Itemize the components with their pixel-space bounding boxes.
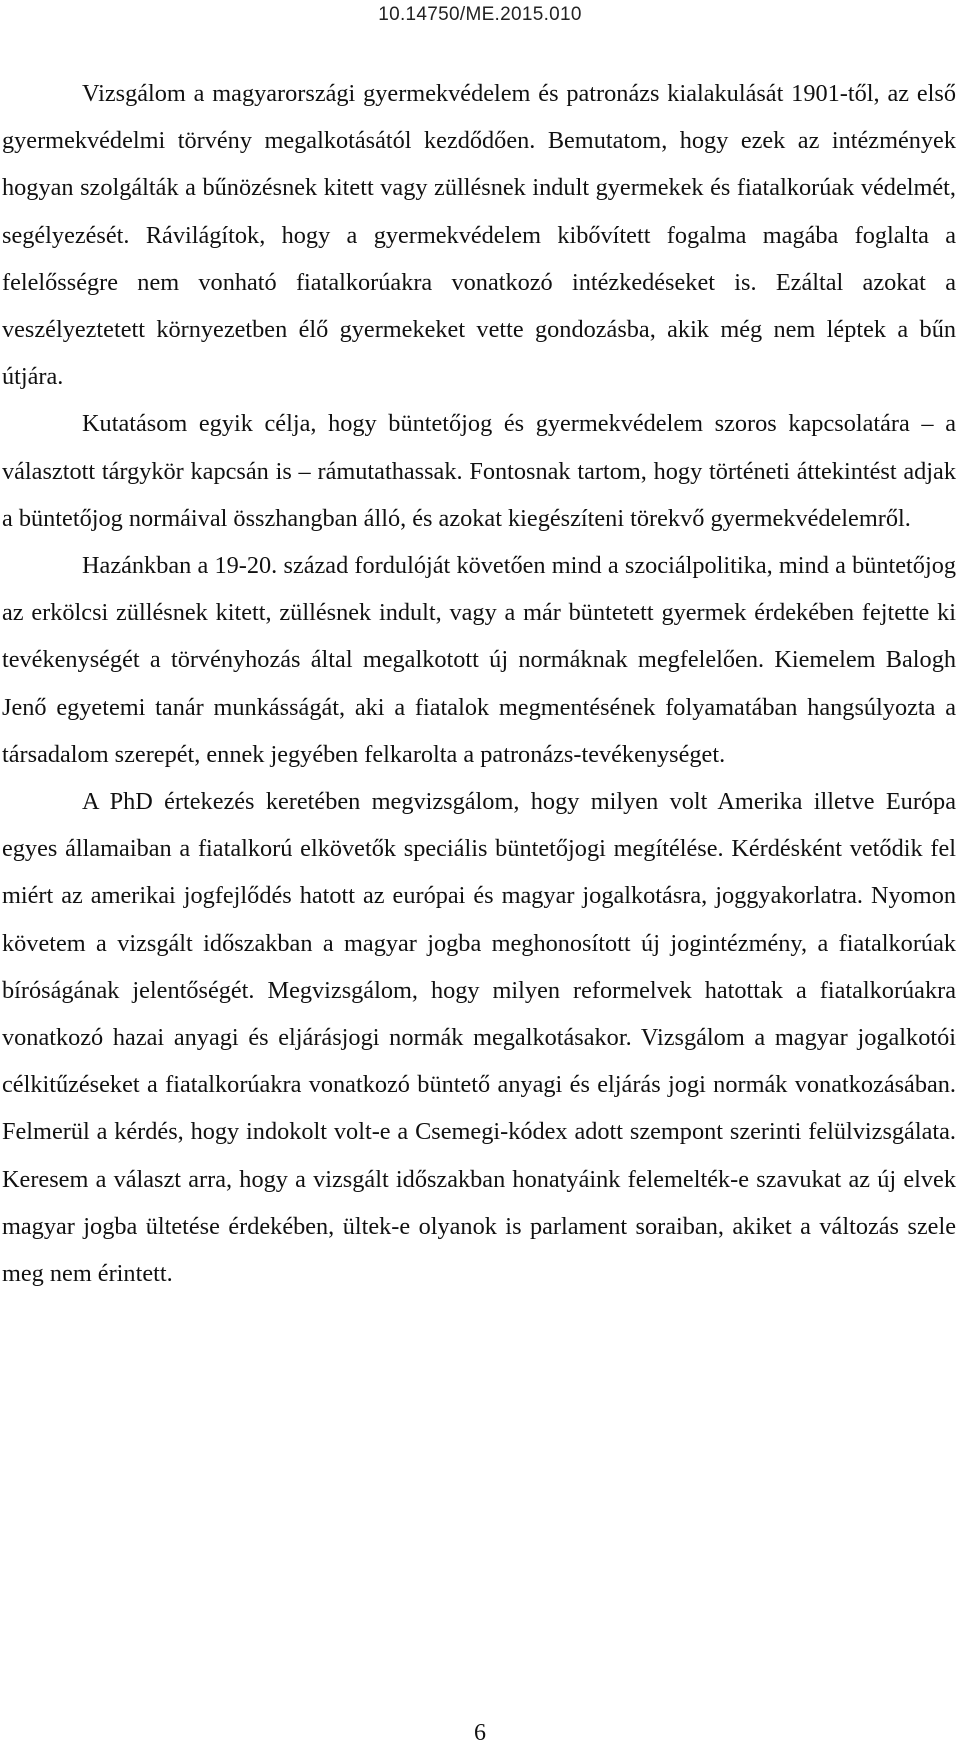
paragraph-research-goal: Kutatásom egyik célja, hogy büntetőjog és gyermekvédelem szoros kapcsolatára – a választott tárgykör kapcsán is – rámutathassak. Fontosnak tartom, hogy történeti áttekintést adjak a büntetőjog normáival összhangban álló, és azokat kiegészíteni törekvő gyermekvédelemről. (2, 410, 956, 532)
paragraph-hungary-history: Hazánkban a 19-20. század fordulóját követően mind a szociálpolitika, mind a büntetőjog az erkölcsi züllésnek kitett, züllésnek indult, vagy a már büntetett gyermek érdekében fejtette ki tevékenységét a törvényhozás által megalkotott új normáknak megfelelően. Kiemelem Balogh Jenő egyetemi tanár munkásságát, aki a fiatalok megmentésének folyamatában hangsúlyozta a társadalom szerepét, ennek jegyében felkarolta a patronázs-tevékenységet. (2, 552, 956, 768)
doi-header: 10.14750/ME.2015.010 (378, 4, 582, 25)
page-number: 6 (474, 1720, 486, 1746)
document-body (2, 70, 956, 1297)
paragraph-phd-scope: A PhD értekezés keretében megvizsgálom, hogy milyen volt Amerika illetve Európa egyes államaiban a fiatalkorú elkövetők speciális büntetőjogi megítélése. Kérdésként vetődik fel miért az amerikai jogfejlődés hatott az európai és magyar jogalkotásra, joggyakorlatra. Nyomon követem a vizsgált időszakban a magyar jogba meghonosított új jogintézmény, a fiatalkorúak bíróságának jelentőségét. Megvizsgálom, hogy milyen reformelvek hatottak a fiatalkorúakra vonatkozó hazai anyagi és eljárásjogi normák megalkotásakor. Vizsgálom a magyar jogalkotói célkitűzéseket a fiatalkorúakra vonatkozó büntető anyagi és eljárás jogi normák vonatkozásában. Felmerül a kérdés, hogy indokolt volt-e a Csemegi-kódex adott szempont szerinti felülvizsgálata. Keresem a választ arra, hogy a vizsgált időszakban honatyáink felemelték-e szavukat az új elvek magyar jogba ültetése érdekében, ültek-e olyanok is parlament soraiban, akiket a változás szele meg nem érintett. (2, 788, 956, 1288)
paragraph-child-protection: Vizsgálom a magyarországi gyermekvédelem és patronázs kialakulását 1901-től, az első gyermekvédelmi törvény megalkotásától kezdődően. Bemutatom, hogy ezek az intézmények hogyan szolgálták a bűnözésnek kitett vagy züllésnek indult gyermekek és fiatalkorúak védelmét, segélyezését. Rávilágítok, hogy a gyermekvédelem kibővített fogalma magába foglalta a felelősségre nem vonható fiatalkorúakra vonatkozó intézkedéseket is. Ezáltal azokat a veszélyeztetett környezetben élő gyermekeket vette gondozásba, akik még nem léptek a bűn útjára. (2, 80, 956, 391)
